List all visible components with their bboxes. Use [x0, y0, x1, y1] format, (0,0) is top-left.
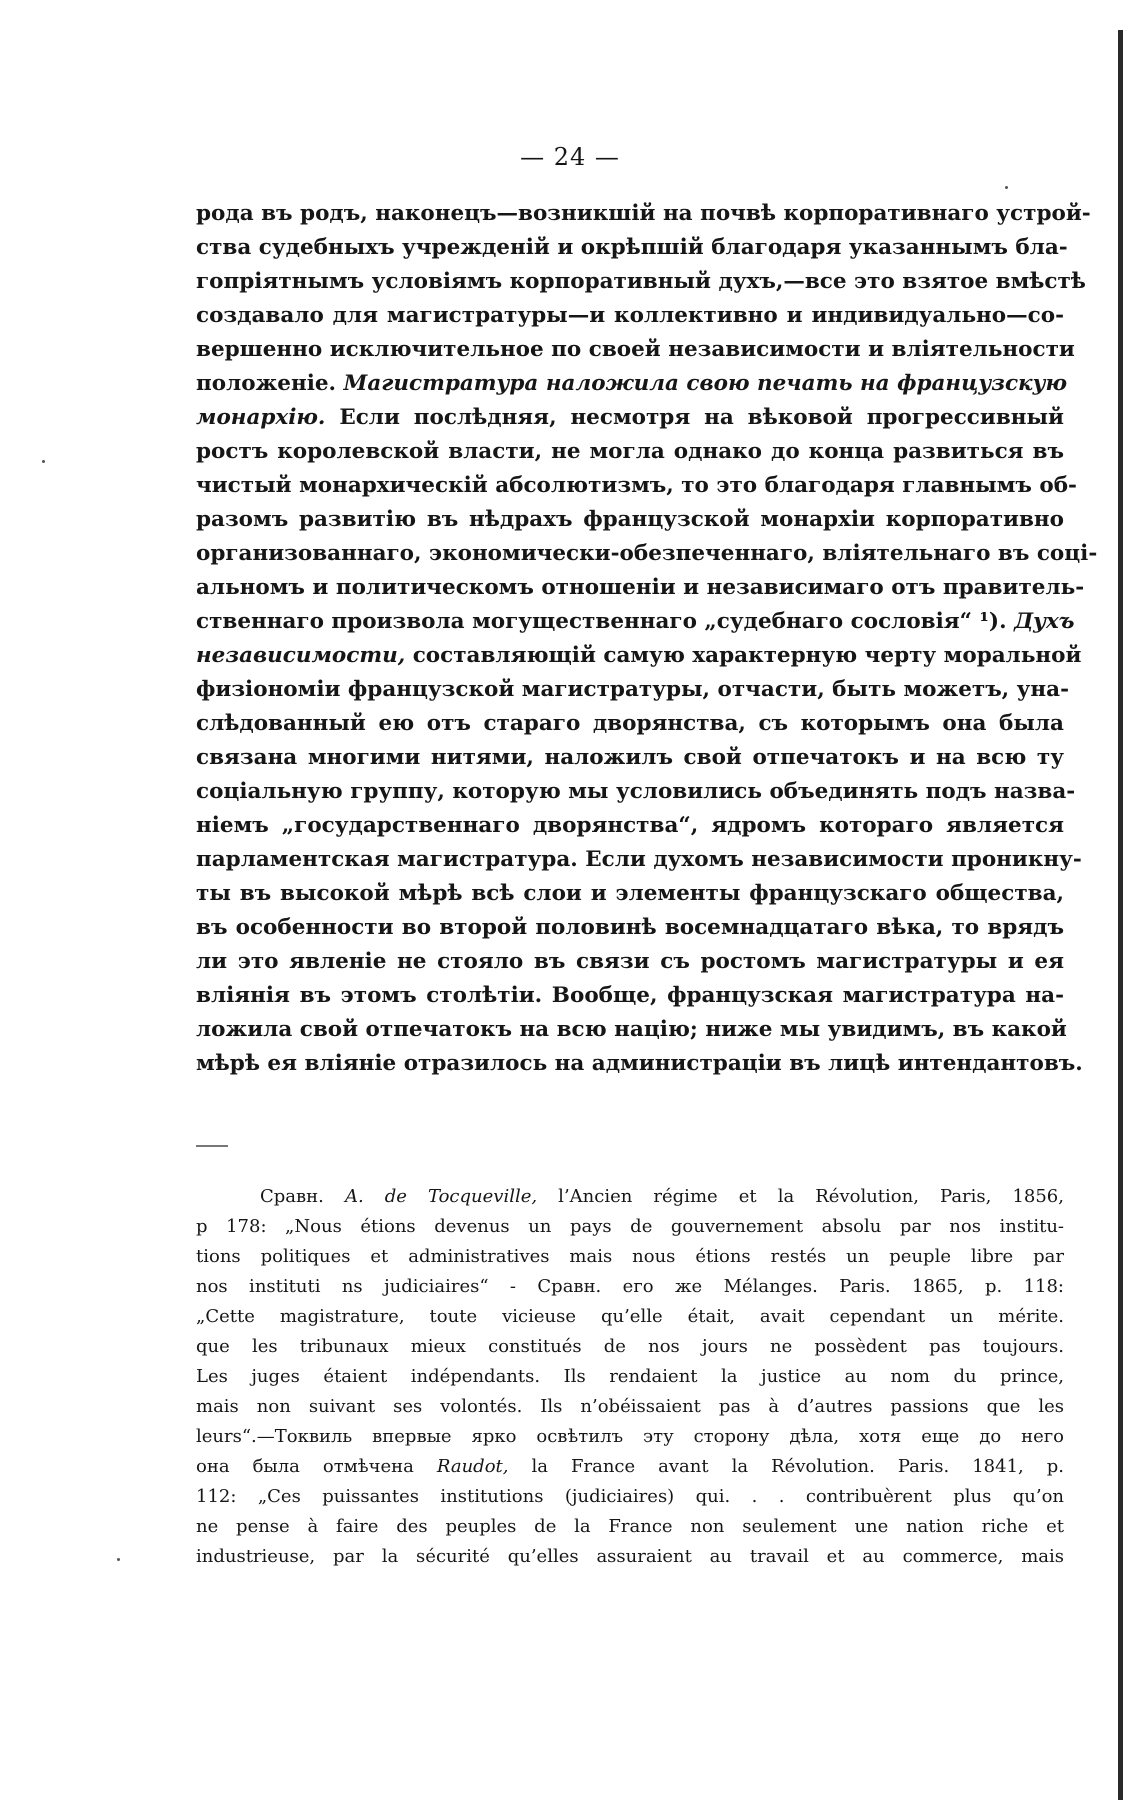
text-line: [196, 401, 1064, 435]
text-line: [196, 1482, 1064, 1512]
text-line: [196, 1542, 1064, 1572]
line-text: ственнаго произвола могущественнаго „судебнаго сословія“ ¹).: [196, 609, 1015, 634]
text-line: [196, 707, 1064, 741]
text-line: [196, 1332, 1064, 1362]
text-line: [196, 741, 1064, 775]
text-line: [196, 1242, 1064, 1272]
line-text: мѣрѣ ея вліяніе отразилось на администраціи въ лицѣ интендантовъ.: [196, 1051, 1083, 1076]
text-line: [196, 367, 1067, 401]
line-text: создавало для магистратуры—и коллективно и индивидуально—со-: [196, 303, 1064, 328]
italic-text: A. de Tocqueville,: [344, 1186, 538, 1207]
text-line: [196, 333, 1075, 367]
line-text: въ особенности во второй половинѣ восемнадцатаго вѣка, то врядъ: [196, 915, 1064, 940]
line-text: гопріятнымъ условіямъ корпоративный духъ,—все это взятое вмѣстѣ: [196, 269, 1086, 294]
line-text: que les tribunaux mieux constitués de nos jours ne possèdent pas toujours.: [196, 1336, 1064, 1357]
text-line: [196, 911, 1064, 945]
text-line: [196, 605, 1075, 639]
line-text: вліянія въ этомъ столѣтіи. Вообще, французская магистратура на-: [196, 983, 1064, 1008]
line-text: ніемъ „государственнаго дворянства“, ядромъ котораго является: [196, 813, 1064, 838]
line-text: она была отмѣчена: [196, 1456, 437, 1477]
text-line: [196, 809, 1064, 843]
line-text: положеніе.: [196, 371, 344, 396]
text-line: [196, 469, 1077, 503]
italic-text: независимости,: [196, 643, 406, 668]
line-text: leurs“.—Токвиль впервые ярко освѣтилъ эту сторону дѣла, хотя еще до него: [196, 1426, 1064, 1447]
line-text: ростъ королевской власти, не могла однако до конца развиться въ: [196, 439, 1064, 464]
line-text: организованнаго, экономически-обезпеченнаго, вліятельнаго въ соці-: [196, 541, 1098, 566]
line-text: ложила свой отпечатокъ на всю націю; ниже мы увидимъ, въ какой: [196, 1017, 1067, 1042]
scan-speck: [117, 1558, 120, 1561]
text-line: [196, 775, 1076, 809]
text-line: [196, 1452, 1064, 1482]
line-text: парламентская магистратура. Если духомъ независимости проникну-: [196, 847, 1082, 872]
footnote: [196, 1182, 1064, 1572]
line-text: p 178: „Nous étions devenus un pays de gouvernement absolu par nos institu-: [196, 1216, 1064, 1237]
text-line: [196, 537, 1098, 571]
scan-speck: [42, 460, 45, 463]
text-line: [196, 877, 1064, 911]
line-text: ne pense à faire des peuples de la France non seulement une nation riche et: [196, 1516, 1064, 1537]
line-text: чистый монархическій абсолютизмъ, то это благодаря главнымъ об-: [196, 473, 1077, 498]
line-text: ства судебныхъ учрежденій и окрѣпшій благодаря указаннымъ бла-: [196, 235, 1068, 260]
text-line: [196, 1302, 1064, 1332]
line-text: 112: „Ces puissantes institutions (judiciaires) qui. . . contribuèrent plus qu’on: [196, 1486, 1064, 1507]
footnote-divider: [196, 1145, 228, 1147]
italic-text: Магистратура наложила свою печать на французскую: [343, 371, 1067, 396]
text-line: [196, 843, 1082, 877]
line-text: tions politiques et administratives mais nous étions restés un peuple libre par: [196, 1246, 1064, 1267]
line-text: ты въ высокой мѣрѣ всѣ слои и элементы французскаго общества,: [196, 881, 1064, 906]
italic-text: Духъ: [1014, 609, 1075, 634]
text-line: [196, 1212, 1064, 1242]
line-text: „Cette magistrature, toute vicieuse qu’elle était, avait cependant un mérite.: [196, 1306, 1064, 1327]
line-text: разомъ развитію въ нѣдрахъ французской монархіи корпоративно: [196, 507, 1064, 532]
text-line: [196, 197, 1091, 231]
line-text: составляющій самую характерную черту моральной: [405, 643, 1082, 668]
text-line: [196, 673, 1070, 707]
line-text: Сравн.: [260, 1186, 345, 1207]
text-line: [196, 639, 1082, 673]
line-text: la France avant la Révolution. Paris. 1841, p.: [508, 1456, 1064, 1477]
line-text: nos instituti ns judiciaires“ - Сравн. его же Mélanges. Paris. 1865, p. 118:: [196, 1276, 1064, 1297]
text-line: [196, 1392, 1064, 1422]
line-text: физіономіи французской магистратуры, отчасти, быть можетъ, уна-: [196, 677, 1070, 702]
italic-text: монархію.: [196, 405, 326, 430]
line-text: слѣдованный ею отъ стараго дворянства, съ которымъ она была: [196, 711, 1064, 736]
scan-edge-line: [1118, 30, 1123, 1800]
line-text: industrieuse, par la sécurité qu’elles assuraient au travail et au commerce, mais: [196, 1546, 1064, 1567]
line-text: рода въ родъ, наконецъ—возникшій на почвѣ корпоративнаго устрой-: [196, 201, 1091, 226]
line-text: альномъ и политическомъ отношеніи и независимаго отъ правитель-: [196, 575, 1085, 600]
line-text: вершенно исключительное по своей независимости и вліятельности: [196, 337, 1075, 362]
text-line: [196, 435, 1064, 469]
line-text: Les juges étaient indépendants. Ils rendaient la justice au nom du prince,: [196, 1366, 1064, 1387]
italic-text: Raudot,: [436, 1456, 509, 1477]
line-text: ли это явленіе не стояло въ связи съ ростомъ магистратуры и ея: [196, 949, 1064, 974]
text-line: [196, 1512, 1064, 1542]
line-text: l’Ancien régime et la Révolution, Paris, 1856,: [537, 1186, 1064, 1207]
text-line: [196, 945, 1064, 979]
text-line: [196, 503, 1064, 537]
text-line: [196, 231, 1068, 265]
line-text: Если послѣдняя, несмотря на вѣковой прогрессивный: [325, 405, 1064, 430]
line-text: соціальную группу, которую мы условились объединять подъ назва-: [196, 779, 1076, 804]
text-line: [196, 1422, 1064, 1452]
text-line: [196, 265, 1086, 299]
text-line: [196, 299, 1064, 333]
scan-speck: [1005, 186, 1008, 189]
main-text: [196, 197, 1098, 1081]
text-line: [196, 979, 1064, 1013]
text-line: [196, 1047, 1083, 1081]
text-line: [196, 1013, 1067, 1047]
page-number: — 24 —: [520, 143, 620, 171]
text-line: [196, 1182, 1064, 1212]
text-line: [196, 1362, 1064, 1392]
line-text: связана многими нитями, наложилъ свой отпечатокъ и на всю ту: [196, 745, 1064, 770]
text-line: [196, 571, 1085, 605]
line-text: mais non suivant ses volontés. Ils n’obéissaient pas à d’autres passions que les: [196, 1396, 1064, 1417]
text-line: [196, 1272, 1064, 1302]
